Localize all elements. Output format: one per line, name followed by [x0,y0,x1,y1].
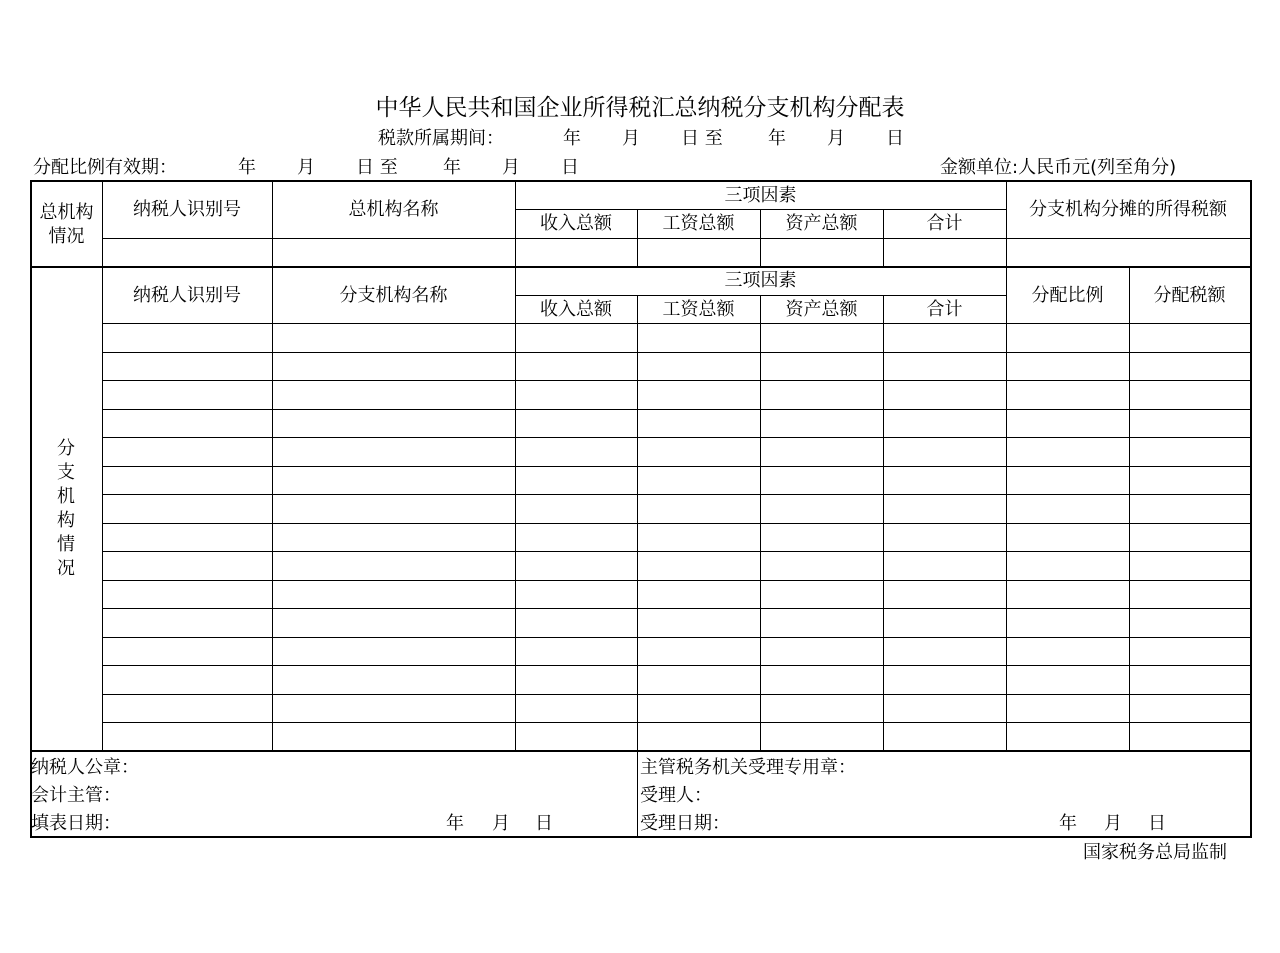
grid-line-v [1006,266,1007,750]
validity-year2: 年 [443,157,461,178]
table-row-line [102,352,1250,353]
grid-line-v [102,266,103,750]
branch-section-label-char: 构 [57,510,75,531]
grid-line-h [102,238,1250,239]
authority-seal-label: 主管税务机关受理专用章： [640,757,856,778]
validity-day-to: 日 至 [356,157,398,178]
period-day-to: 日 至 [681,128,723,149]
fill-date-label: 填表日期： [31,813,121,834]
table-row-line [102,323,1250,324]
fill-date-day: 日 [535,813,553,834]
validity-month2: 月 [502,157,520,178]
grid-line-v [1129,266,1130,750]
grid-line-v [515,266,516,750]
table-row-line [102,380,1250,381]
fill-date-month: 月 [492,813,510,834]
branch-wages-header: 工资总额 [662,299,735,320]
validity-label: 分配比例有效期： [33,157,177,178]
branch-three-factors-header: 三项因素 [724,270,797,291]
amount-unit: 金额单位:人民币元(列至角分) [940,157,1177,178]
table-row-line [102,523,1250,524]
grid-line-v [272,266,273,750]
head-three-factors-header: 三项因素 [724,185,797,206]
period-year2: 年 [768,128,786,149]
branch-section-label [51,437,81,581]
accountant-label: 会计主管： [31,785,121,806]
branch-assets-header: 资产总额 [785,299,858,320]
table-row-line [102,637,1250,638]
branch-section-label-char: 分 [57,438,75,459]
validity-month1: 月 [297,157,315,178]
table-top-border [30,180,1252,182]
table-row-line [102,437,1250,438]
head-total-header: 合计 [926,213,963,234]
grid-line-v [883,295,884,750]
table-row-line [102,551,1250,552]
head-wages-header: 工资总额 [662,213,735,234]
period-month2: 月 [827,128,845,149]
receive-date-day: 日 [1148,813,1166,834]
branch-name-header: 分支机构名称 [339,285,448,306]
branch-section-label-char: 机 [57,486,75,507]
section-separator [30,266,1252,268]
table-row-line [102,694,1250,695]
branch-section-label-char: 支 [57,462,75,483]
grid-line-v [272,180,273,266]
table-row-line [102,580,1250,581]
table-row-line [102,494,1250,495]
footer-divider [637,750,638,836]
branch-total-header: 合计 [926,299,963,320]
branch-section-label-char: 况 [57,558,75,579]
branch-ratio-header: 分配比例 [1031,285,1104,306]
taxpayer-seal-label: 纳税人公章： [31,757,139,778]
branch-revenue-header: 收入总额 [540,299,612,320]
receive-date-month: 月 [1104,813,1122,834]
grid-line-v [760,295,761,750]
branch-section-label-char: 情 [57,534,75,555]
table-row-line [102,608,1250,609]
period-day2: 日 [886,128,904,149]
receiver-label: 受理人： [640,785,712,806]
grid-line-v [1006,180,1007,266]
table-row-line [102,722,1250,723]
branch-tax-amount-header: 分配税额 [1153,285,1226,306]
head-taxpayer-id-header: 纳税人识别号 [133,199,241,220]
head-org-name-header: 总机构名称 [348,199,439,220]
footer-separator [30,750,1252,752]
validity-year1: 年 [238,157,256,178]
table-row-line [102,409,1250,410]
grid-line-v [637,295,638,750]
period-month1: 月 [622,128,640,149]
form-title: 中华人民共和国企业所得税汇总纳税分支机构分配表 [375,95,905,121]
table-bottom-border [30,836,1252,838]
period-year1: 年 [563,128,581,149]
supervisor-note: 国家税务总局监制 [1083,842,1227,863]
head-revenue-header: 收入总额 [540,213,612,234]
table-row-line [102,466,1250,467]
table-row-line [102,665,1250,666]
receive-date-year: 年 [1059,813,1077,834]
head-section-label-line1: 总机构 [39,202,94,223]
period-label: 税款所属期间： [378,128,504,149]
head-allocated-tax-header: 分支机构分摊的所得税额 [1029,199,1227,220]
branch-taxpayer-id-header: 纳税人识别号 [133,285,241,306]
validity-day2: 日 [561,157,579,178]
head-assets-header: 资产总额 [785,213,858,234]
receive-date-label: 受理日期： [640,813,730,834]
head-section-label-line2: 情况 [48,226,85,247]
table-right-border [1250,180,1252,838]
fill-date-year: 年 [446,813,464,834]
table-left-border [30,180,32,838]
grid-line-v [102,180,103,266]
